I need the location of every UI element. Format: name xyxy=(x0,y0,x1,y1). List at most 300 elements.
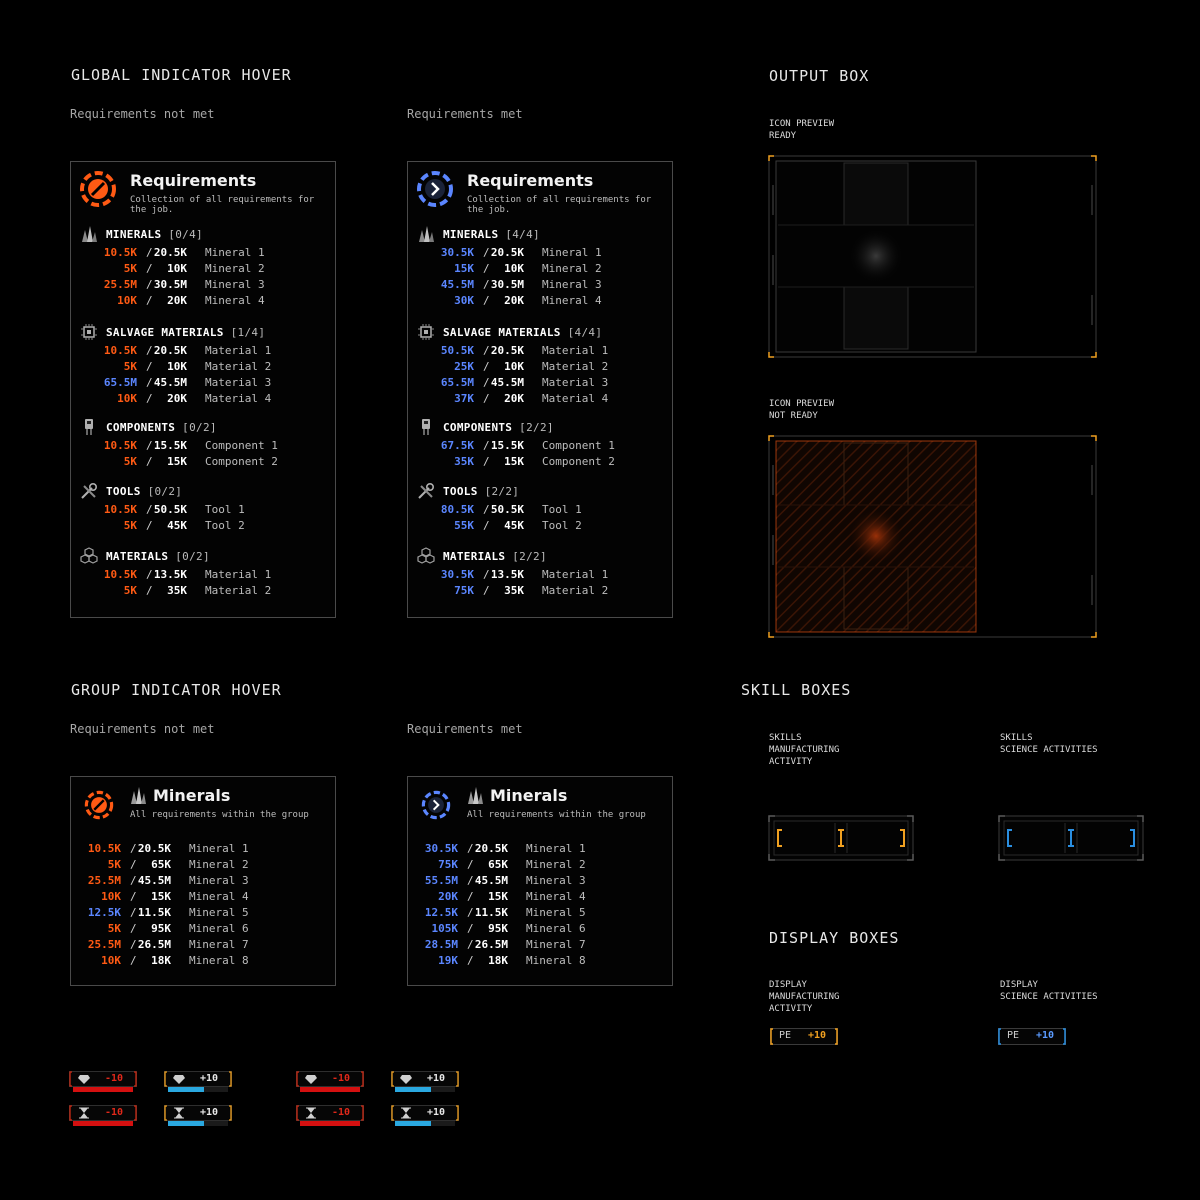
group-name: SALVAGE MATERIALS xyxy=(443,326,561,339)
separator: / xyxy=(467,938,474,951)
component-icon xyxy=(417,418,435,436)
item-name: Material 1 xyxy=(542,344,609,357)
group-panel-met xyxy=(407,776,673,986)
need-value: 20.5K xyxy=(137,842,171,855)
item-name: Material 1 xyxy=(205,344,272,357)
need-value: 15K xyxy=(167,455,187,468)
item-name: Mineral 6 xyxy=(526,922,586,935)
panel-description: All requirements within the group xyxy=(130,810,309,820)
display-box-science xyxy=(998,1028,1066,1045)
have-value: 20K xyxy=(438,890,458,903)
have-value: 55.5M xyxy=(424,874,458,887)
group-header[interactable] xyxy=(106,326,265,339)
modifier-value: +10 xyxy=(427,1107,446,1118)
item-name: Tool 1 xyxy=(542,503,582,516)
need-value: 20.5K xyxy=(474,842,508,855)
have-value: 5K xyxy=(123,584,137,597)
tools-icon xyxy=(80,482,98,500)
item-name: Mineral 3 xyxy=(542,278,602,291)
caption-line: DISPLAY xyxy=(1000,980,1038,990)
modifier-bar-red xyxy=(69,1105,137,1127)
caption-line: ACTIVITY xyxy=(769,1004,813,1014)
separator: / xyxy=(483,439,490,452)
caption-line: READY xyxy=(769,131,797,141)
requirement-row xyxy=(400,857,600,873)
separator: / xyxy=(483,278,490,291)
need-value: 18K xyxy=(151,954,171,967)
caption-line: DISPLAY xyxy=(769,980,807,990)
group-header[interactable] xyxy=(106,421,217,434)
requirement-row xyxy=(63,921,263,937)
item-name: Mineral 2 xyxy=(189,858,249,871)
need-value: 95K xyxy=(151,922,171,935)
caption-line: ICON PREVIEW xyxy=(769,399,835,409)
separator: / xyxy=(483,376,490,389)
status-ring-ready-icon xyxy=(416,170,454,208)
requirement-row xyxy=(416,454,616,470)
display-box-manufacturing xyxy=(770,1028,838,1045)
have-value: 5K xyxy=(107,858,121,871)
requirement-row xyxy=(416,438,616,454)
have-value: 10K xyxy=(101,954,121,967)
separator: / xyxy=(467,890,474,903)
modifier-bar-frame xyxy=(296,1105,364,1127)
modifier-bar-frame xyxy=(391,1071,459,1093)
have-value: 5K xyxy=(123,519,137,532)
have-value: 105K xyxy=(431,922,458,935)
group-name: MATERIALS xyxy=(106,550,169,563)
need-value: 30.5M xyxy=(153,278,187,291)
modifier-bar-blue xyxy=(164,1071,232,1093)
separator: / xyxy=(130,954,137,967)
group-header[interactable] xyxy=(106,228,203,241)
requirement-row xyxy=(416,518,616,534)
have-value: 10.5K xyxy=(103,568,137,581)
have-value: 10K xyxy=(117,392,137,405)
have-value: 28.5M xyxy=(424,938,458,951)
group-count: [1/4] xyxy=(230,326,266,339)
modifier-bar-red xyxy=(296,1071,364,1093)
icon-preview-not-ready-box xyxy=(768,435,1098,639)
separator: / xyxy=(483,246,490,259)
item-name: Mineral 3 xyxy=(189,874,249,887)
item-name: Component 1 xyxy=(205,439,278,452)
group-count: [2/2] xyxy=(484,485,520,498)
modifier-bar-fill xyxy=(300,1087,360,1092)
need-value: 20K xyxy=(167,294,187,307)
modifier-bar-frame xyxy=(296,1071,364,1093)
item-name: Mineral 1 xyxy=(542,246,602,259)
requirement-row xyxy=(416,343,616,359)
requirement-row xyxy=(400,953,600,969)
modifier-bar-frame xyxy=(69,1071,137,1093)
have-value: 75K xyxy=(438,858,458,871)
need-value: 15.5K xyxy=(153,439,187,452)
have-value: 5K xyxy=(123,262,137,275)
separator: / xyxy=(146,455,153,468)
global-not-met-label: Requirements not met xyxy=(70,107,215,121)
need-value: 11.5K xyxy=(137,906,171,919)
separator: / xyxy=(483,584,490,597)
caption-line: MANUFACTURING xyxy=(769,992,840,1002)
item-name: Mineral 5 xyxy=(189,906,249,919)
item-name: Mineral 2 xyxy=(205,262,265,275)
need-value: 20K xyxy=(504,294,524,307)
separator: / xyxy=(146,278,153,291)
component-icon xyxy=(80,418,98,436)
requirement-row xyxy=(79,454,279,470)
panel-description: All requirements within the group xyxy=(467,810,646,820)
requirement-row xyxy=(79,277,279,293)
skill-box-science[interactable] xyxy=(998,815,1144,861)
need-value: 20.5K xyxy=(153,344,187,357)
cubes-icon xyxy=(417,547,435,565)
requirement-row xyxy=(400,841,600,857)
need-value: 10K xyxy=(167,262,187,275)
item-name: Mineral 2 xyxy=(526,858,586,871)
display-label: PE xyxy=(779,1030,792,1041)
have-value: 12.5K xyxy=(424,906,458,919)
group-count: [0/2] xyxy=(147,485,183,498)
item-name: Material 4 xyxy=(542,392,609,405)
modifier-bar-fill xyxy=(168,1121,204,1126)
separator: / xyxy=(467,874,474,887)
need-value: 13.5K xyxy=(490,568,524,581)
requirement-row xyxy=(400,905,600,921)
need-value: 35K xyxy=(167,584,187,597)
requirement-row xyxy=(416,502,616,518)
group-count: [2/2] xyxy=(519,421,554,434)
requirement-row xyxy=(79,391,279,407)
need-value: 10K xyxy=(504,262,524,275)
need-value: 13.5K xyxy=(153,568,187,581)
separator: / xyxy=(130,906,137,919)
panel-title: Minerals xyxy=(490,786,568,805)
separator: / xyxy=(483,519,490,532)
chip-icon xyxy=(417,323,435,341)
crystal-icon xyxy=(129,786,147,806)
icon-preview-ready-box xyxy=(768,155,1098,359)
separator: / xyxy=(483,262,490,275)
need-value: 45.5M xyxy=(137,874,171,887)
group-header[interactable] xyxy=(443,421,554,434)
have-value: 10.5K xyxy=(87,842,121,855)
group-header[interactable] xyxy=(443,550,547,563)
modifier-bar-frame xyxy=(164,1071,232,1093)
item-name: Material 2 xyxy=(542,584,609,597)
requirement-row xyxy=(63,889,263,905)
need-value: 20K xyxy=(504,392,524,405)
status-ring-ready-icon xyxy=(421,790,451,820)
separator: / xyxy=(146,262,153,275)
have-value: 75K xyxy=(454,584,474,597)
separator: / xyxy=(483,294,490,307)
requirement-row xyxy=(416,375,616,391)
output-not-ready-caption xyxy=(769,398,834,422)
group-header[interactable] xyxy=(443,485,519,498)
need-value: 26.5M xyxy=(137,938,171,951)
group-header[interactable] xyxy=(106,485,182,498)
group-name: MATERIALS xyxy=(443,550,506,563)
item-name: Mineral 1 xyxy=(189,842,249,855)
requirement-row xyxy=(416,359,616,375)
item-name: Material 2 xyxy=(542,360,609,373)
have-value: 65.5M xyxy=(103,376,137,389)
need-value: 45.5M xyxy=(490,376,524,389)
requirement-row xyxy=(63,873,263,889)
have-value: 50.5K xyxy=(440,344,474,357)
requirement-row xyxy=(63,937,263,953)
have-value: 10K xyxy=(117,294,137,307)
requirement-row xyxy=(416,261,616,277)
requirement-row xyxy=(416,391,616,407)
have-value: 37K xyxy=(454,392,474,405)
modifier-bar-frame xyxy=(69,1105,137,1127)
requirement-row xyxy=(79,438,279,454)
separator: / xyxy=(146,344,153,357)
requirement-row xyxy=(416,245,616,261)
modifier-bar-fill xyxy=(168,1087,204,1092)
modifier-bar-frame xyxy=(391,1105,459,1127)
item-name: Mineral 1 xyxy=(526,842,586,855)
have-value: 45.5M xyxy=(440,278,474,291)
need-value: 11.5K xyxy=(474,906,508,919)
requirement-row xyxy=(79,375,279,391)
have-value: 5K xyxy=(107,922,121,935)
caption-line: SCIENCE ACTIVITIES xyxy=(1000,745,1098,755)
need-value: 20.5K xyxy=(490,246,524,259)
item-name: Mineral 7 xyxy=(189,938,249,951)
separator: / xyxy=(130,922,137,935)
item-name: Material 1 xyxy=(205,568,272,581)
display-boxes-title: DISPLAY BOXES xyxy=(769,929,900,947)
need-value: 20K xyxy=(167,392,187,405)
separator: / xyxy=(483,344,490,357)
requirement-row xyxy=(79,502,279,518)
item-name: Component 2 xyxy=(542,455,615,468)
requirement-row xyxy=(79,583,279,599)
modifier-bar-fill xyxy=(395,1121,431,1126)
caption-line: SCIENCE ACTIVITIES xyxy=(1000,992,1098,1002)
group-indicator-title: GROUP INDICATOR HOVER xyxy=(71,681,282,699)
modifier-bar-fill xyxy=(300,1121,360,1126)
have-value: 65.5M xyxy=(440,376,474,389)
item-name: Component 2 xyxy=(205,455,278,468)
have-value: 12.5K xyxy=(87,906,121,919)
group-header[interactable] xyxy=(443,326,602,339)
separator: / xyxy=(130,842,137,855)
need-value: 65K xyxy=(151,858,171,871)
display-manufacturing-caption xyxy=(769,979,839,1015)
modifier-value: -10 xyxy=(105,1107,124,1118)
separator: / xyxy=(467,842,474,855)
panel-title: Requirements xyxy=(130,171,257,190)
item-name: Mineral 3 xyxy=(205,278,265,291)
item-name: Mineral 4 xyxy=(189,890,249,903)
crystal-icon xyxy=(80,225,98,243)
status-ring-not-ready-icon xyxy=(84,790,114,820)
panel-title: Minerals xyxy=(153,786,231,805)
separator: / xyxy=(130,938,137,951)
have-value: 10.5K xyxy=(103,344,137,357)
separator: / xyxy=(467,858,474,871)
need-value: 30.5M xyxy=(490,278,524,291)
need-value: 15K xyxy=(504,455,524,468)
item-name: Mineral 8 xyxy=(189,954,249,967)
have-value: 10K xyxy=(101,890,121,903)
have-value: 5K xyxy=(123,360,137,373)
need-value: 15.5K xyxy=(490,439,524,452)
modifier-bar-fill xyxy=(73,1087,133,1092)
group-name: MINERALS xyxy=(106,228,162,241)
separator: / xyxy=(483,503,490,516)
have-value: 30.5K xyxy=(424,842,458,855)
panel-description: Collection of all requirements for the job. xyxy=(130,195,315,215)
group-panel-not-met xyxy=(70,776,336,986)
item-name: Mineral 1 xyxy=(205,246,265,259)
display-science-caption xyxy=(1000,979,1098,1003)
modifier-bar-red xyxy=(69,1071,137,1093)
separator: / xyxy=(483,455,490,468)
skill-box-manufacturing[interactable] xyxy=(768,815,914,861)
tools-icon xyxy=(417,482,435,500)
separator: / xyxy=(467,922,474,935)
have-value: 10.5K xyxy=(103,246,137,259)
have-value: 55K xyxy=(454,519,474,532)
need-value: 10K xyxy=(167,360,187,373)
have-value: 35K xyxy=(454,455,474,468)
requirement-row xyxy=(416,583,616,599)
have-value: 5K xyxy=(123,455,137,468)
item-name: Mineral 6 xyxy=(189,922,249,935)
item-name: Mineral 4 xyxy=(205,294,265,307)
modifier-bar-frame xyxy=(164,1105,232,1127)
group-name: MINERALS xyxy=(443,228,499,241)
separator: / xyxy=(146,519,153,532)
have-value: 15K xyxy=(454,262,474,275)
group-name: TOOLS xyxy=(443,485,478,498)
separator: / xyxy=(146,584,153,597)
need-value: 15K xyxy=(151,890,171,903)
display-value: +10 xyxy=(1036,1030,1055,1041)
have-value: 25.5M xyxy=(103,278,137,291)
separator: / xyxy=(146,439,153,452)
have-value: 25.5M xyxy=(87,874,121,887)
need-value: 20.5K xyxy=(153,246,187,259)
need-value: 20.5K xyxy=(490,344,524,357)
crystal-icon xyxy=(466,786,484,806)
group-header[interactable] xyxy=(443,228,540,241)
need-value: 10K xyxy=(504,360,524,373)
have-value: 80.5K xyxy=(440,503,474,516)
separator: / xyxy=(146,503,153,516)
need-value: 50.5K xyxy=(153,503,187,516)
group-count: [4/4] xyxy=(567,326,603,339)
caption-line: NOT READY xyxy=(769,411,818,421)
requirement-row xyxy=(79,567,279,583)
modifier-bar-blue xyxy=(164,1105,232,1127)
status-ring-not-ready-icon xyxy=(79,170,117,208)
have-value: 19K xyxy=(438,954,458,967)
item-name: Material 3 xyxy=(205,376,272,389)
skills-manufacturing-caption xyxy=(769,732,839,768)
modifier-bar-fill xyxy=(73,1121,133,1126)
group-name: TOOLS xyxy=(106,485,141,498)
caption-line: ICON PREVIEW xyxy=(769,119,835,129)
requirement-row xyxy=(79,245,279,261)
requirements-panel-met xyxy=(407,161,673,618)
have-value: 25.5M xyxy=(87,938,121,951)
separator: / xyxy=(146,294,153,307)
item-name: Material 4 xyxy=(205,392,272,405)
panel-title: Requirements xyxy=(467,171,594,190)
item-name: Material 1 xyxy=(542,568,609,581)
modifier-value: -10 xyxy=(332,1073,351,1084)
requirement-row xyxy=(63,857,263,873)
modifier-value: +10 xyxy=(200,1073,219,1084)
item-name: Mineral 5 xyxy=(526,906,586,919)
separator: / xyxy=(130,890,137,903)
requirement-row xyxy=(79,293,279,309)
modifier-bar-blue xyxy=(391,1105,459,1127)
item-name: Mineral 8 xyxy=(526,954,586,967)
need-value: 45.5M xyxy=(474,874,508,887)
modifier-bar-fill xyxy=(395,1087,431,1092)
have-value: 30.5K xyxy=(440,246,474,259)
item-name: Material 2 xyxy=(205,360,272,373)
item-name: Tool 2 xyxy=(542,519,582,532)
display-value: +10 xyxy=(808,1030,827,1041)
requirement-row xyxy=(79,518,279,534)
requirement-row xyxy=(79,343,279,359)
group-name: SALVAGE MATERIALS xyxy=(106,326,224,339)
modifier-value: -10 xyxy=(332,1107,351,1118)
requirement-row xyxy=(400,873,600,889)
need-value: 65K xyxy=(488,858,508,871)
group-name: COMPONENTS xyxy=(106,421,176,434)
requirement-row xyxy=(63,905,263,921)
need-value: 35K xyxy=(504,584,524,597)
have-value: 30.5K xyxy=(440,568,474,581)
caption-line: ACTIVITY xyxy=(769,757,813,767)
item-name: Component 1 xyxy=(542,439,615,452)
need-value: 45K xyxy=(504,519,524,532)
need-value: 45K xyxy=(167,519,187,532)
display-label: PE xyxy=(1007,1030,1020,1041)
item-name: Mineral 7 xyxy=(526,938,586,951)
separator: / xyxy=(483,568,490,581)
caption-line: MANUFACTURING xyxy=(769,745,840,755)
requirement-row xyxy=(416,567,616,583)
output-ready-caption xyxy=(769,118,834,142)
cubes-icon xyxy=(80,547,98,565)
skills-science-caption xyxy=(1000,732,1098,756)
global-met-label: Requirements met xyxy=(407,107,523,121)
requirement-row xyxy=(400,921,600,937)
group-name: COMPONENTS xyxy=(443,421,513,434)
item-name: Tool 1 xyxy=(205,503,245,516)
item-name: Mineral 4 xyxy=(542,294,602,307)
requirements-panel-not-met xyxy=(70,161,336,618)
have-value: 25K xyxy=(454,360,474,373)
item-name: Tool 2 xyxy=(205,519,245,532)
modifier-bar-blue xyxy=(391,1071,459,1093)
need-value: 50.5K xyxy=(490,503,524,516)
group-header[interactable] xyxy=(106,550,210,563)
item-name: Material 3 xyxy=(542,376,609,389)
item-name: Mineral 4 xyxy=(526,890,586,903)
output-box-title: OUTPUT BOX xyxy=(769,67,870,85)
